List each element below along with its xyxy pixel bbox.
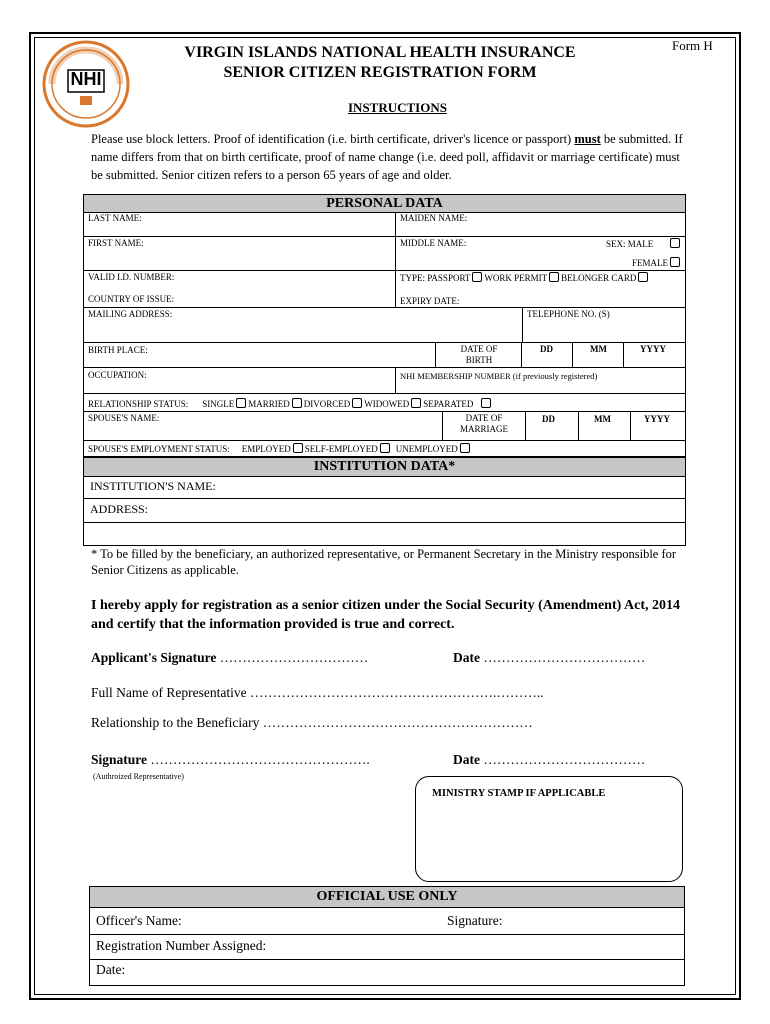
unemployed-checkbox[interactable] <box>460 443 470 453</box>
widowed-checkbox[interactable] <box>411 398 421 408</box>
maiden-name-field[interactable]: MAIDEN NAME: <box>400 213 468 223</box>
dom-year[interactable]: YYYY <box>644 414 670 424</box>
dob-day[interactable]: DD <box>540 344 553 354</box>
registration-number-field[interactable]: Registration Number Assigned: <box>96 938 267 953</box>
nhi-membership-number-field[interactable]: NHI MEMBERSHIP NUMBER (if previously registered) <box>400 371 598 381</box>
expiry-date-field[interactable]: EXPIRY DATE: <box>400 296 460 306</box>
dob-year[interactable]: YYYY <box>640 344 666 354</box>
separated-checkbox[interactable] <box>481 398 491 408</box>
spouse-name-field[interactable]: SPOUSE'S NAME: <box>88 413 160 423</box>
first-name-field[interactable]: FIRST NAME: <box>88 238 144 248</box>
form-title-line1: VIRGIN ISLANDS NATIONAL HEALTH INSURANCE <box>184 44 576 61</box>
occupation-field[interactable]: OCCUPATION: <box>88 370 147 380</box>
dom-month[interactable]: MM <box>594 414 611 424</box>
telephone-field[interactable]: TELEPHONE NO. (S) <box>527 309 610 319</box>
date-of-birth-label: DATE OF BIRTH <box>460 344 498 365</box>
married-checkbox[interactable] <box>292 398 302 408</box>
ministry-stamp-label: MINISTRY STAMP IF APPLICABLE <box>432 788 606 799</box>
institution-name-field[interactable]: INSTITUTION'S NAME: <box>90 479 216 493</box>
relationship-line[interactable]: Relationship to the Beneficiary …………………………………………………… <box>91 715 533 730</box>
single-checkbox[interactable] <box>236 398 246 408</box>
instructions-heading: INSTRUCTIONS <box>348 100 447 115</box>
sex-female-option[interactable]: FEMALE <box>632 257 682 268</box>
spouse-employment-row: SPOUSE'S EMPLOYMENT STATUS: EMPLOYED SELF-EMPLOYED UNEMPLOYED <box>88 443 472 454</box>
personal-data-heading: PERSONAL DATA <box>84 195 685 212</box>
divorced-checkbox[interactable] <box>352 398 362 408</box>
official-signature-field[interactable]: Signature: <box>447 913 503 928</box>
official-date-field[interactable]: Date: <box>96 962 126 977</box>
applicant-signature-line[interactable]: Applicant's Signature …………………………… <box>91 650 369 665</box>
female-checkbox[interactable] <box>670 257 680 267</box>
applicant-date-line[interactable]: Date ……………………………… <box>453 650 646 665</box>
officer-name-field[interactable]: Officer's Name: <box>96 913 182 928</box>
male-checkbox[interactable] <box>670 238 680 248</box>
passport-checkbox[interactable] <box>472 272 482 282</box>
form-title-line2: SENIOR CITIZEN REGISTRATION FORM <box>223 64 537 81</box>
birth-place-field[interactable]: BIRTH PLACE: <box>88 345 148 355</box>
institution-data-heading: INSTITUTION DATA* <box>84 458 685 476</box>
id-type-options: TYPE: PASSPORT WORK PERMIT BELONGER CARD <box>400 272 650 283</box>
valid-id-field[interactable]: VALID I.D. NUMBER: <box>88 272 175 282</box>
representative-signature-line[interactable]: Signature …………………………………………. <box>91 752 370 767</box>
dom-day[interactable]: DD <box>542 414 555 424</box>
date-of-marriage-label: DATE OF MARRIAGE <box>459 413 508 434</box>
institution-address-field[interactable]: ADDRESS: <box>90 502 149 516</box>
representative-name-line[interactable]: Full Name of Representative ……………………………………………….……….. <box>91 685 544 700</box>
country-of-issue-field[interactable]: COUNTRY OF ISSUE: <box>88 294 175 304</box>
mailing-address-field[interactable]: MAILING ADDRESS: <box>88 309 173 319</box>
work-permit-checkbox[interactable] <box>549 272 559 282</box>
dob-month[interactable]: MM <box>590 344 607 354</box>
self-employed-checkbox[interactable] <box>380 443 390 453</box>
official-use-heading: OFFICIAL USE ONLY <box>90 887 684 907</box>
employed-checkbox[interactable] <box>293 443 303 453</box>
instructions-text: Please use block letters. Proof of identification (i.e. birth certificate, driver's licence or passport) must be submitted. If name differs from that on birth certificate, proof of name change (i.e. deed poll, affidavit or marriage certificate) must be submitted. Senior citizen refers to a person 65 years of age and older. <box>91 132 683 182</box>
nhi-logo <box>40 40 132 128</box>
declaration-text: I hereby apply for registration as a senior citizen under the Social Security (Amendment) Act, 2014 and certify that the information provided is true and correct. <box>91 598 680 632</box>
form-id: Form H <box>672 38 713 53</box>
middle-name-field[interactable]: MIDDLE NAME: <box>400 238 467 248</box>
must-emphasis: must <box>574 132 601 146</box>
sex-male-option[interactable]: SEX: MALE <box>606 238 682 249</box>
logo-text: NHI <box>70 69 102 89</box>
belonger-card-checkbox[interactable] <box>638 272 648 282</box>
authorized-rep-caption: (Authroized Representative) <box>93 772 184 781</box>
representative-date-line[interactable]: Date ……………………………… <box>453 752 646 767</box>
institution-footnote: * To be filled by the beneficiary, an authorized representative, or Permanent Secretary in the Ministry responsible for Senior Citizens as applicable. <box>91 547 677 577</box>
last-name-field[interactable]: LAST NAME: <box>88 213 142 223</box>
relationship-status-row: RELATIONSHIP STATUS: SINGLE MARRIED DIVORCED WIDOWED SEPARATED <box>88 398 493 409</box>
